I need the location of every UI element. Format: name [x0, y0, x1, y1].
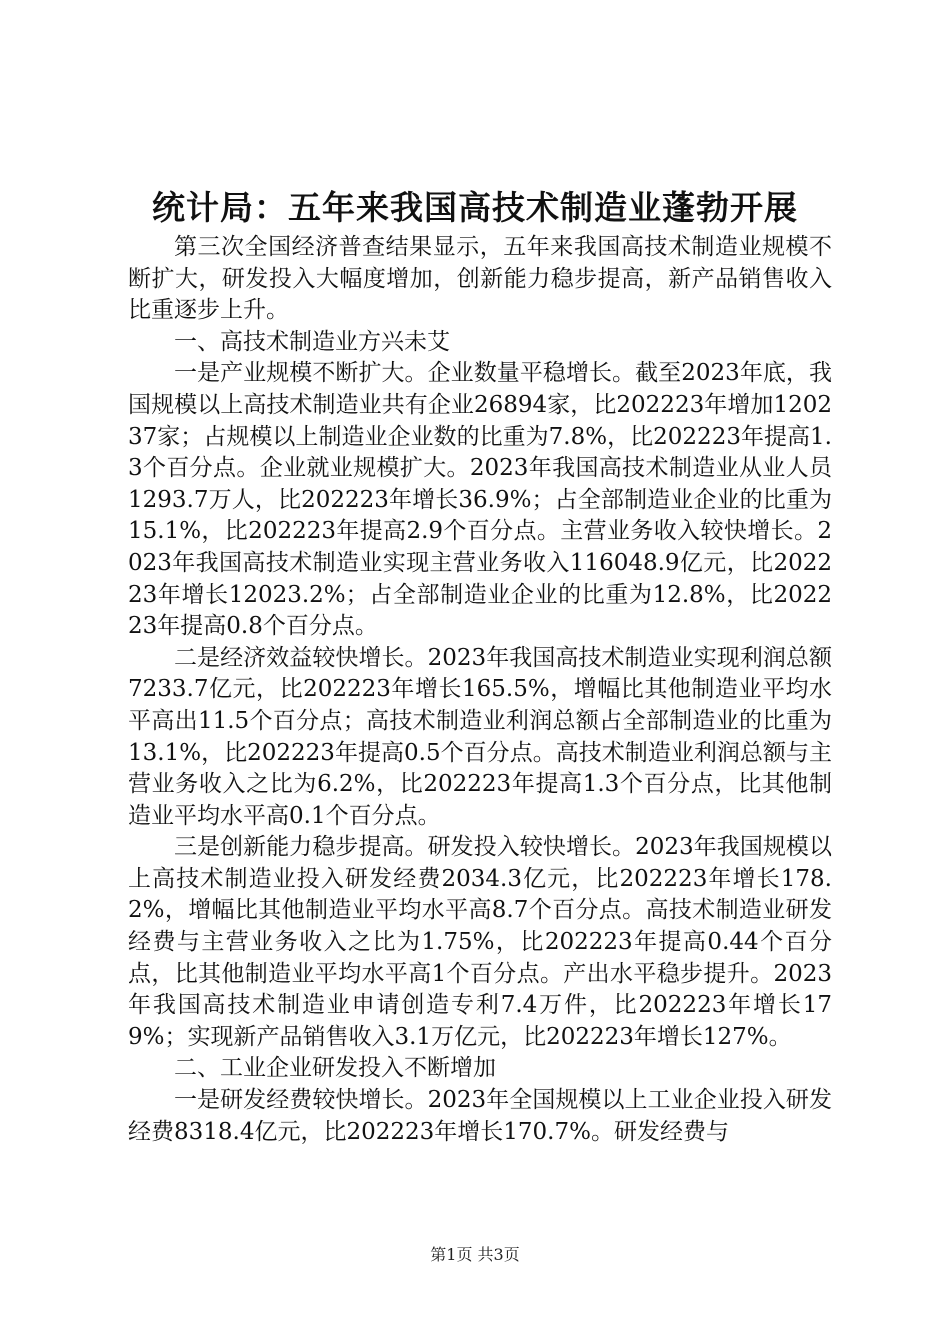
document-title: 统计局：五年来我国高技术制造业蓬勃开展 [152, 188, 798, 227]
section-heading-2: 二、工业企业研发投入不断增加 [174, 1055, 496, 1082]
document-body [128, 232, 832, 1148]
paragraph-industry-scale: 一是产业规模不断扩大。企业数量平稳增长。截至2023年底，我国规模以上高技术制造业共有企业26894家，比202223年增加120237家；占规模以上制造业企业数的比重为7.8%，比202223年提高1.3个百分点。企业就业规模扩大。2023年我国高技术制造业从业人员1293.7万人，比202223年增长36.9%；占全部制造业企业的比重为15.1%，比202223年提高2.9个百分点。主营业务收入较快增长。2023年我国高技术制造业实现主营业务收入116048.9亿元，比202223年增长12023.2%；占全部制造业企业的比重为12.8%，比202223年提高0.8个百分点。 [128, 360, 832, 640]
paragraph-economic-benefit: 二是经济效益较快增长。2023年我国高技术制造业实现利润总额7233.7亿元，比202223年增长165.5%，增幅比其他制造业平均水平高出11.5个百分点；高技术制造业利润总额占全部制造业的比重为13.1%，比202223年提高0.5个百分点。高技术制造业利润总额与主营业务收入之比为6.2%，比202223年提高1.3个百分点，比其他制造业平均水平高0.1个百分点。 [128, 644, 832, 829]
section-heading-1: 一、高技术制造业方兴未艾 [174, 328, 450, 355]
paragraph-innovation: 三是创新能力稳步提高。研发投入较快增长。2023年我国规模以上高技术制造业投入研发经费2034.3亿元，比202223年增长178.2%，增幅比其他制造业平均水平高8.7个百分点。高技术制造业研发经费与主营业务收入之比为1.75%，比202223年提高0.44个百分点，比其他制造业平均水平高1个百分点。产出水平稳步提升。2023年我国高技术制造业申请创造专利7.4万件，比202223年增长179%；实现新产品销售收入3.1万亿元，比202223年增长127%。 [128, 834, 832, 1050]
paragraph-intro: 第三次全国经济普查结果显示，五年来我国高技术制造业规模不断扩大，研发投入大幅度增加，创新能力稳步提高，新产品销售收入比重逐步上升。 [128, 234, 832, 324]
paragraph-rd-funding: 一是研发经费较快增长。2023年全国规模以上工业企业投入研发经费8318.4亿元，比202223年增长170.7%。研发经费与 [128, 1087, 832, 1145]
page-footer: 第1页 共3页 [430, 1245, 520, 1264]
